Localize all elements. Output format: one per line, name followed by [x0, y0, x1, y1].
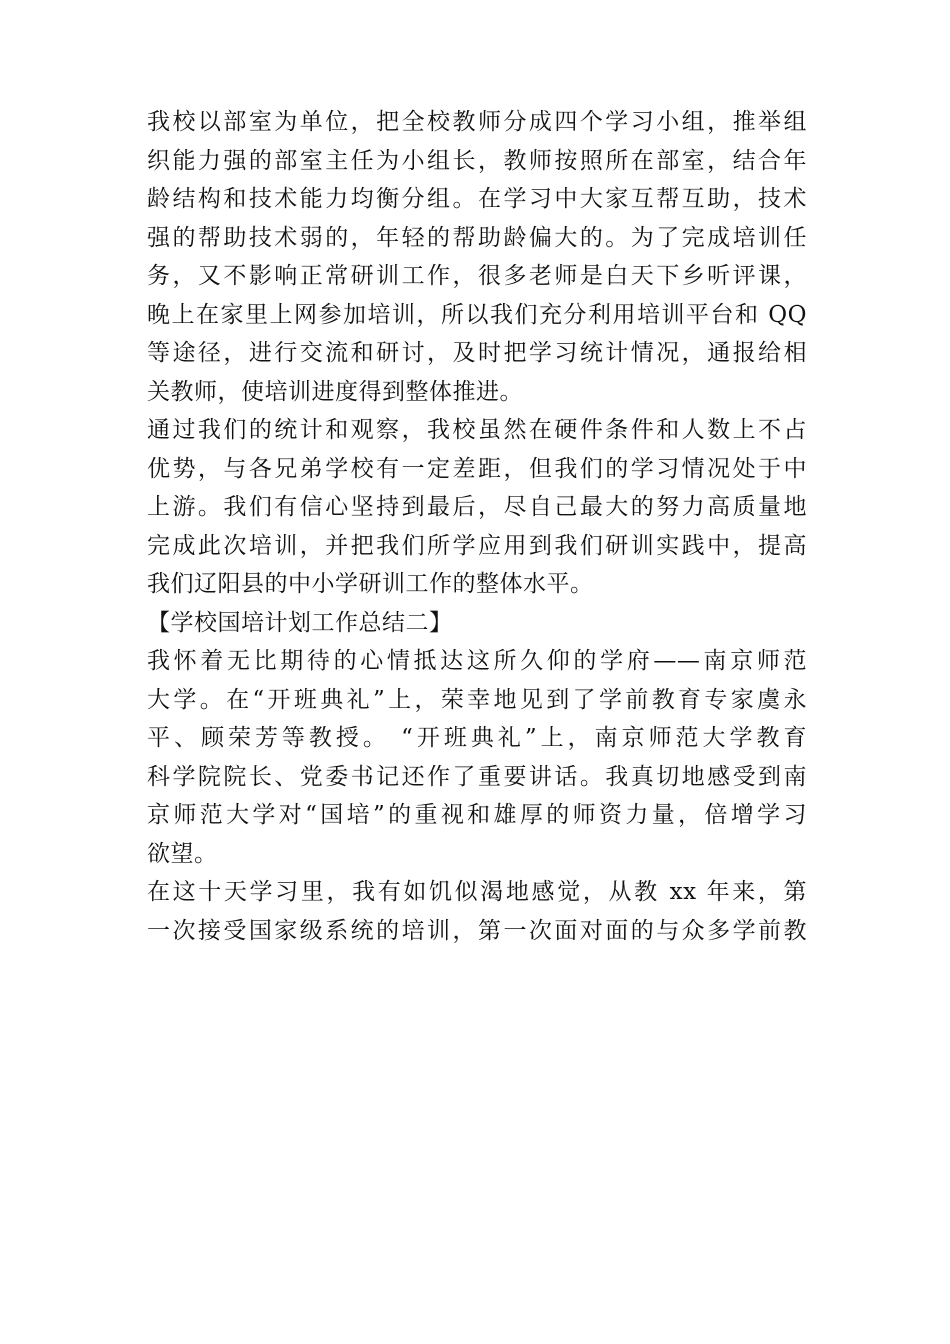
text-line: 我校以部室为单位，把全校教师分成四个学习小组，推举组: [147, 109, 807, 135]
text-line: 我怀着无比期待的心情抵达这所久仰的学府——南京师范: [147, 648, 807, 674]
text-line: 在这十天学习里，我有如饥似渴地感觉，从教 xx 年来，第: [147, 879, 807, 905]
text-line: 我们辽阳县的中小学研训工作的整体水平。: [147, 571, 594, 597]
document-body: [147, 103, 807, 950]
text-line: 龄结构和技术能力均衡分组。在学习中大家互帮互助，技术: [147, 186, 807, 212]
text-line: 大学。在“开班典礼”上，荣幸地见到了学前教育专家虞永: [147, 686, 807, 713]
text-line: 上游。我们有信心坚持到最后，尽自己最大的努力高质量地: [147, 494, 807, 520]
text-line: 优势，与各兄弟学校有一定差距，但我们的学习情况处于中: [147, 455, 807, 482]
text-line: 科学院院长、党委书记还作了重要讲话。我真切地感受到南: [147, 763, 807, 790]
text-line: 务，又不影响正常研训工作，很多老师是白天下乡听评课，: [147, 263, 807, 289]
text-line: 等途径，进行交流和研讨，及时把学习统计情况，通报给相: [147, 340, 807, 366]
paragraph-4: [147, 873, 807, 950]
text-line: 晚上在家里上网参加培训，所以我们充分利用培训平台和 QQ: [147, 301, 807, 328]
text-line: 一次接受国家级系统的培训，第一次面对面的与众多学前教: [147, 917, 807, 944]
paragraph-3: [147, 642, 807, 873]
paragraph-2: [147, 411, 807, 604]
text-line: 通过我们的统计和观察，我校虽然在硬件条件和人数上不占: [147, 417, 807, 443]
text-line: 关教师，使培训进度得到整体推进。: [147, 378, 523, 405]
section-heading-text: 【学校国培计划工作总结二】: [147, 609, 453, 636]
text-line: 织能力强的部室主任为小组长，教师按照所在部室，结合年: [147, 147, 807, 174]
text-line: 平、顾荣芳等教授。 “开班典礼”上，南京师范大学教育: [147, 725, 807, 751]
text-line: 京师范大学对“国培”的重视和雄厚的师资力量，倍增学习: [147, 802, 807, 828]
section-heading: [147, 604, 807, 643]
text-line: 完成此次培训，并把我们所学应用到我们研训实践中，提高: [147, 532, 807, 559]
text-line: 强的帮助技术弱的，年轻的帮助龄偏大的。为了完成培训任: [147, 224, 807, 251]
paragraph-1: [147, 103, 807, 411]
text-line: 欲望。: [147, 840, 218, 867]
